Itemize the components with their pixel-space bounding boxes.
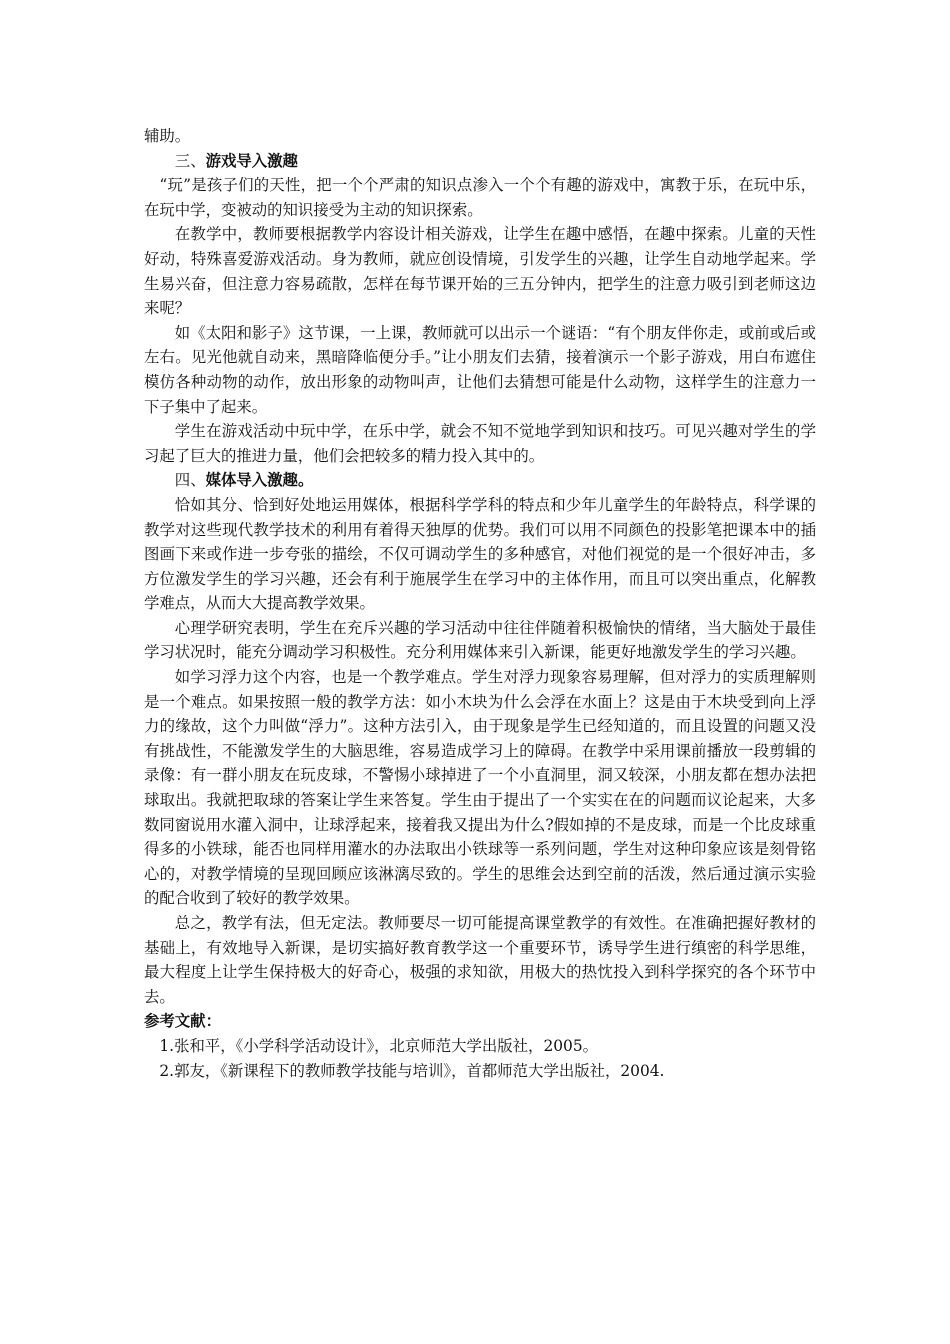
section-3-heading	[144, 149, 816, 174]
section-4-paragraph: 恰如其分、恰到好处地运用媒体，根据科学学科的特点和少年儿童学生的年龄特点，科学课的教学对这些现代教学技术的利用有着得天独厚的优势。我们可以用不同颜色的投影笔把课本中的插图画下来或作进一步夸张的描绘，不仅可调动学生的多种感官，对他们视觉的是一个很好冲击，多方位激发学生的学习兴趣，还会有利于施展学生在学习中的主体作用，而且可以突出重点，化解教学难点，从而大大提高教学效果。	[144, 495, 816, 613]
section-4-heading	[144, 468, 816, 493]
section-3-paragraph: 在教学中，教师要根据教学内容设计相关游戏，让学生在趣中感悟，在趣中探索。儿童的天性好动，特殊喜爱游戏活动。身为教师，就应创设情境，引发学生的兴趣，让学生自动地学起来。学生易兴奋，但注意力容易疏散，怎样在每节课开始的三五分钟内，把学生的注意力吸引到老师这边来呢？	[144, 225, 816, 318]
section-4-title: 媒体导入激趣。	[205, 471, 314, 490]
reference-item: 2.郭友，《新课程下的教师教学技能与培训》，首都师范大学出版社，2004.	[159, 1061, 665, 1080]
document-page	[144, 124, 816, 1083]
section-4-paragraph: 心理学研究表明，学生在充斥兴趣的学习活动中往往伴随着积极愉快的情绪，当大脑处于最佳学习状况时，能充分调动学习积极性。充分利用媒体来引入新课，能更好地激发学生的学习兴趣。	[144, 618, 816, 662]
reference-item: 1.张和平，《小学科学活动设计》，北京师范大学出版社，2005。	[159, 1036, 598, 1055]
section-3-number: 三、	[174, 151, 206, 170]
section-3-title: 游戏导入激趣	[205, 151, 298, 170]
section-3-paragraph: 学生在游戏活动中玩中学，在乐中学，就会不知不觉地学到知识和技巧。可见兴趣对学生的学习起了巨大的推进力量，他们会把较多的精力投入其中的。	[144, 422, 816, 465]
section-3-paragraph: 如《太阳和影子》这节课，一上课，教师就可以出示一个谜语：“有个朋友伴你走，或前或后或左右。见光他就自动来，黑暗降临便分手。”让小朋友们去猜，接着演示一个影子游戏，用白布遮住模仿各种动物的动作，放出形象的动物叫声，让他们去猜想可能是什么动物，这样学生的注意力一下子集中了起来。	[144, 323, 816, 416]
section-4-paragraph: 如学习浮力这个内容，也是一个教学难点。学生对浮力现象容易理解，但对浮力的实质理解则是一个难点。如果按照一般的教学方法：如小木块为什么会浮在水面上？这是由于木块受到向上浮力的缘故，这个力叫做“浮力”。这种方法引入，由于现象是学生已经知道的，而且设置的问题又没有挑战性，不能激发学生的大脑思维，容易造成学习上的障碍。在教学中采用课前播放一段剪辑的录像：有一群小朋友在玩皮球，不警惕小球掉进了一个小直洞里，洞又较深，小朋友都在想办法把球取出。我就把取球的答案让学生来答复。学生由于提出了一个实实在在的问题而议论起来，大多数同窗说用水灌入洞中，让球浮起来，接着我又提出为什么?假如掉的不是皮球，而是一个比皮球重得多的小铁球，能否也同样用灌水的办法取出小铁球等一系列问题，学生对这种印象应该是刻骨铭心的，对教学情境的呈现回顾应该淋漓尽致的。学生的思维会达到空前的活泼，然后通过演示实验的配合收到了较好的教学效果。	[144, 668, 816, 908]
lead-in-text: 辅助。	[144, 127, 191, 145]
references-title: 参考文献：	[144, 1012, 221, 1031]
section-3-paragraph: “玩”是孩子们的天性，把一个个严肃的知识点渗入一个个有趣的游戏中，寓教于乐，在玩中乐，在玩中学，变被动的知识接受为主动的知识探索。	[144, 176, 816, 219]
conclusion-paragraph: 总之，教学有法，但无定法。教师要尽一切可能提高课堂教学的有效性。在准确把握好教材的基础上，有效地导入新课，是切实搞好教育教学这一个重要环节，诱导学生进行缜密的科学思维，最大程度上让学生保持极大的好奇心，极强的求知欲，用极大的热忱投入到科学探究的各个环节中去。	[144, 914, 816, 1006]
section-4-number: 四、	[174, 471, 206, 490]
